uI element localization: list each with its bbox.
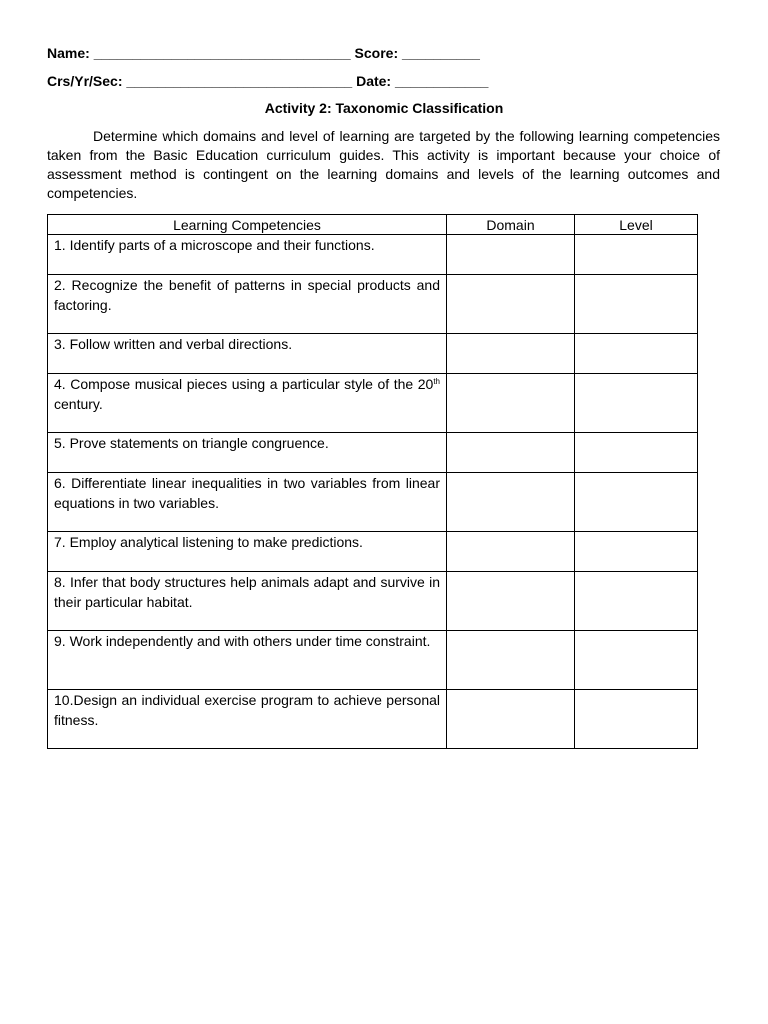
level-cell[interactable] <box>575 690 698 749</box>
competency-cell: 3. Follow written and verbal directions. <box>48 334 447 374</box>
level-cell[interactable] <box>575 275 698 334</box>
table-row <box>48 235 698 275</box>
level-cell[interactable] <box>575 235 698 275</box>
section-label: Crs/Yr/Sec: <box>47 73 123 89</box>
domain-cell[interactable] <box>447 433 575 473</box>
header-level: Level <box>575 215 698 235</box>
domain-cell[interactable] <box>447 690 575 749</box>
table-row <box>48 473 698 532</box>
domain-cell[interactable] <box>447 275 575 334</box>
score-label: Score: <box>354 45 399 61</box>
name-blank: _________________________________ <box>93 45 351 61</box>
header-learning-competencies: Learning Competencies <box>48 215 447 235</box>
competency-cell: 9. Work independently and with others under time constraint. <box>48 631 447 690</box>
name-score-line <box>47 44 480 62</box>
level-cell[interactable] <box>575 473 698 532</box>
domain-cell[interactable] <box>447 631 575 690</box>
activity-title: Activity 2: Taxonomic Classification <box>264 100 504 116</box>
domain-cell[interactable] <box>447 235 575 275</box>
level-cell[interactable] <box>575 334 698 374</box>
date-blank: ____________ <box>394 73 489 89</box>
competency-cell: 6. Differentiate linear inequalities in two variables from linear equations in two variables. <box>48 473 447 532</box>
domain-cell[interactable] <box>447 532 575 572</box>
competency-cell: 8. Infer that body structures help animals adapt and survive in their particular habitat. <box>48 572 447 631</box>
domain-cell[interactable] <box>447 572 575 631</box>
competency-cell: 5. Prove statements on triangle congruence. <box>48 433 447 473</box>
ordinal-suffix: th <box>433 377 440 386</box>
table-row <box>48 275 698 334</box>
competency-text: 4. Compose musical pieces using a particular style of the 20 <box>54 376 434 392</box>
score-blank: __________ <box>402 45 480 61</box>
date-label: Date: <box>356 73 392 89</box>
table-row <box>48 631 698 690</box>
level-cell[interactable] <box>575 572 698 631</box>
competency-cell: 1. Identify parts of a microscope and their functions. <box>48 235 447 275</box>
domain-cell[interactable] <box>447 334 575 374</box>
section-date-line <box>47 72 488 90</box>
level-cell[interactable] <box>575 532 698 572</box>
table-row <box>48 572 698 631</box>
competency-cell: 2. Recognize the benefit of patterns in special products and factoring. <box>48 275 447 334</box>
table-row <box>48 532 698 572</box>
table-row <box>48 690 698 749</box>
table-row <box>48 334 698 374</box>
level-cell[interactable] <box>575 433 698 473</box>
table-row <box>48 433 698 473</box>
competency-cell: 7. Employ analytical listening to make predictions. <box>48 532 447 572</box>
domain-cell[interactable] <box>447 374 575 433</box>
name-label: Name: <box>47 45 90 61</box>
level-cell[interactable] <box>575 374 698 433</box>
instructions-paragraph: Determine which domains and level of learning are targeted by the following learning competencies taken from the Basic Education curriculum guides. This activity is important because your choice of assessment method is contingent on the learning domains and levels of the learning outcomes and competencies. <box>47 128 720 201</box>
level-cell[interactable] <box>575 631 698 690</box>
domain-cell[interactable] <box>447 473 575 532</box>
competency-cell: 10.Design an individual exercise program to achieve personal fitness. <box>48 690 447 749</box>
competency-table <box>47 214 698 749</box>
table-header-row <box>48 215 698 235</box>
table-row <box>48 374 698 433</box>
section-blank: _____________________________ <box>126 73 353 89</box>
competency-cell <box>48 374 447 433</box>
header-domain: Domain <box>447 215 575 235</box>
competency-text-end: century. <box>54 395 103 412</box>
